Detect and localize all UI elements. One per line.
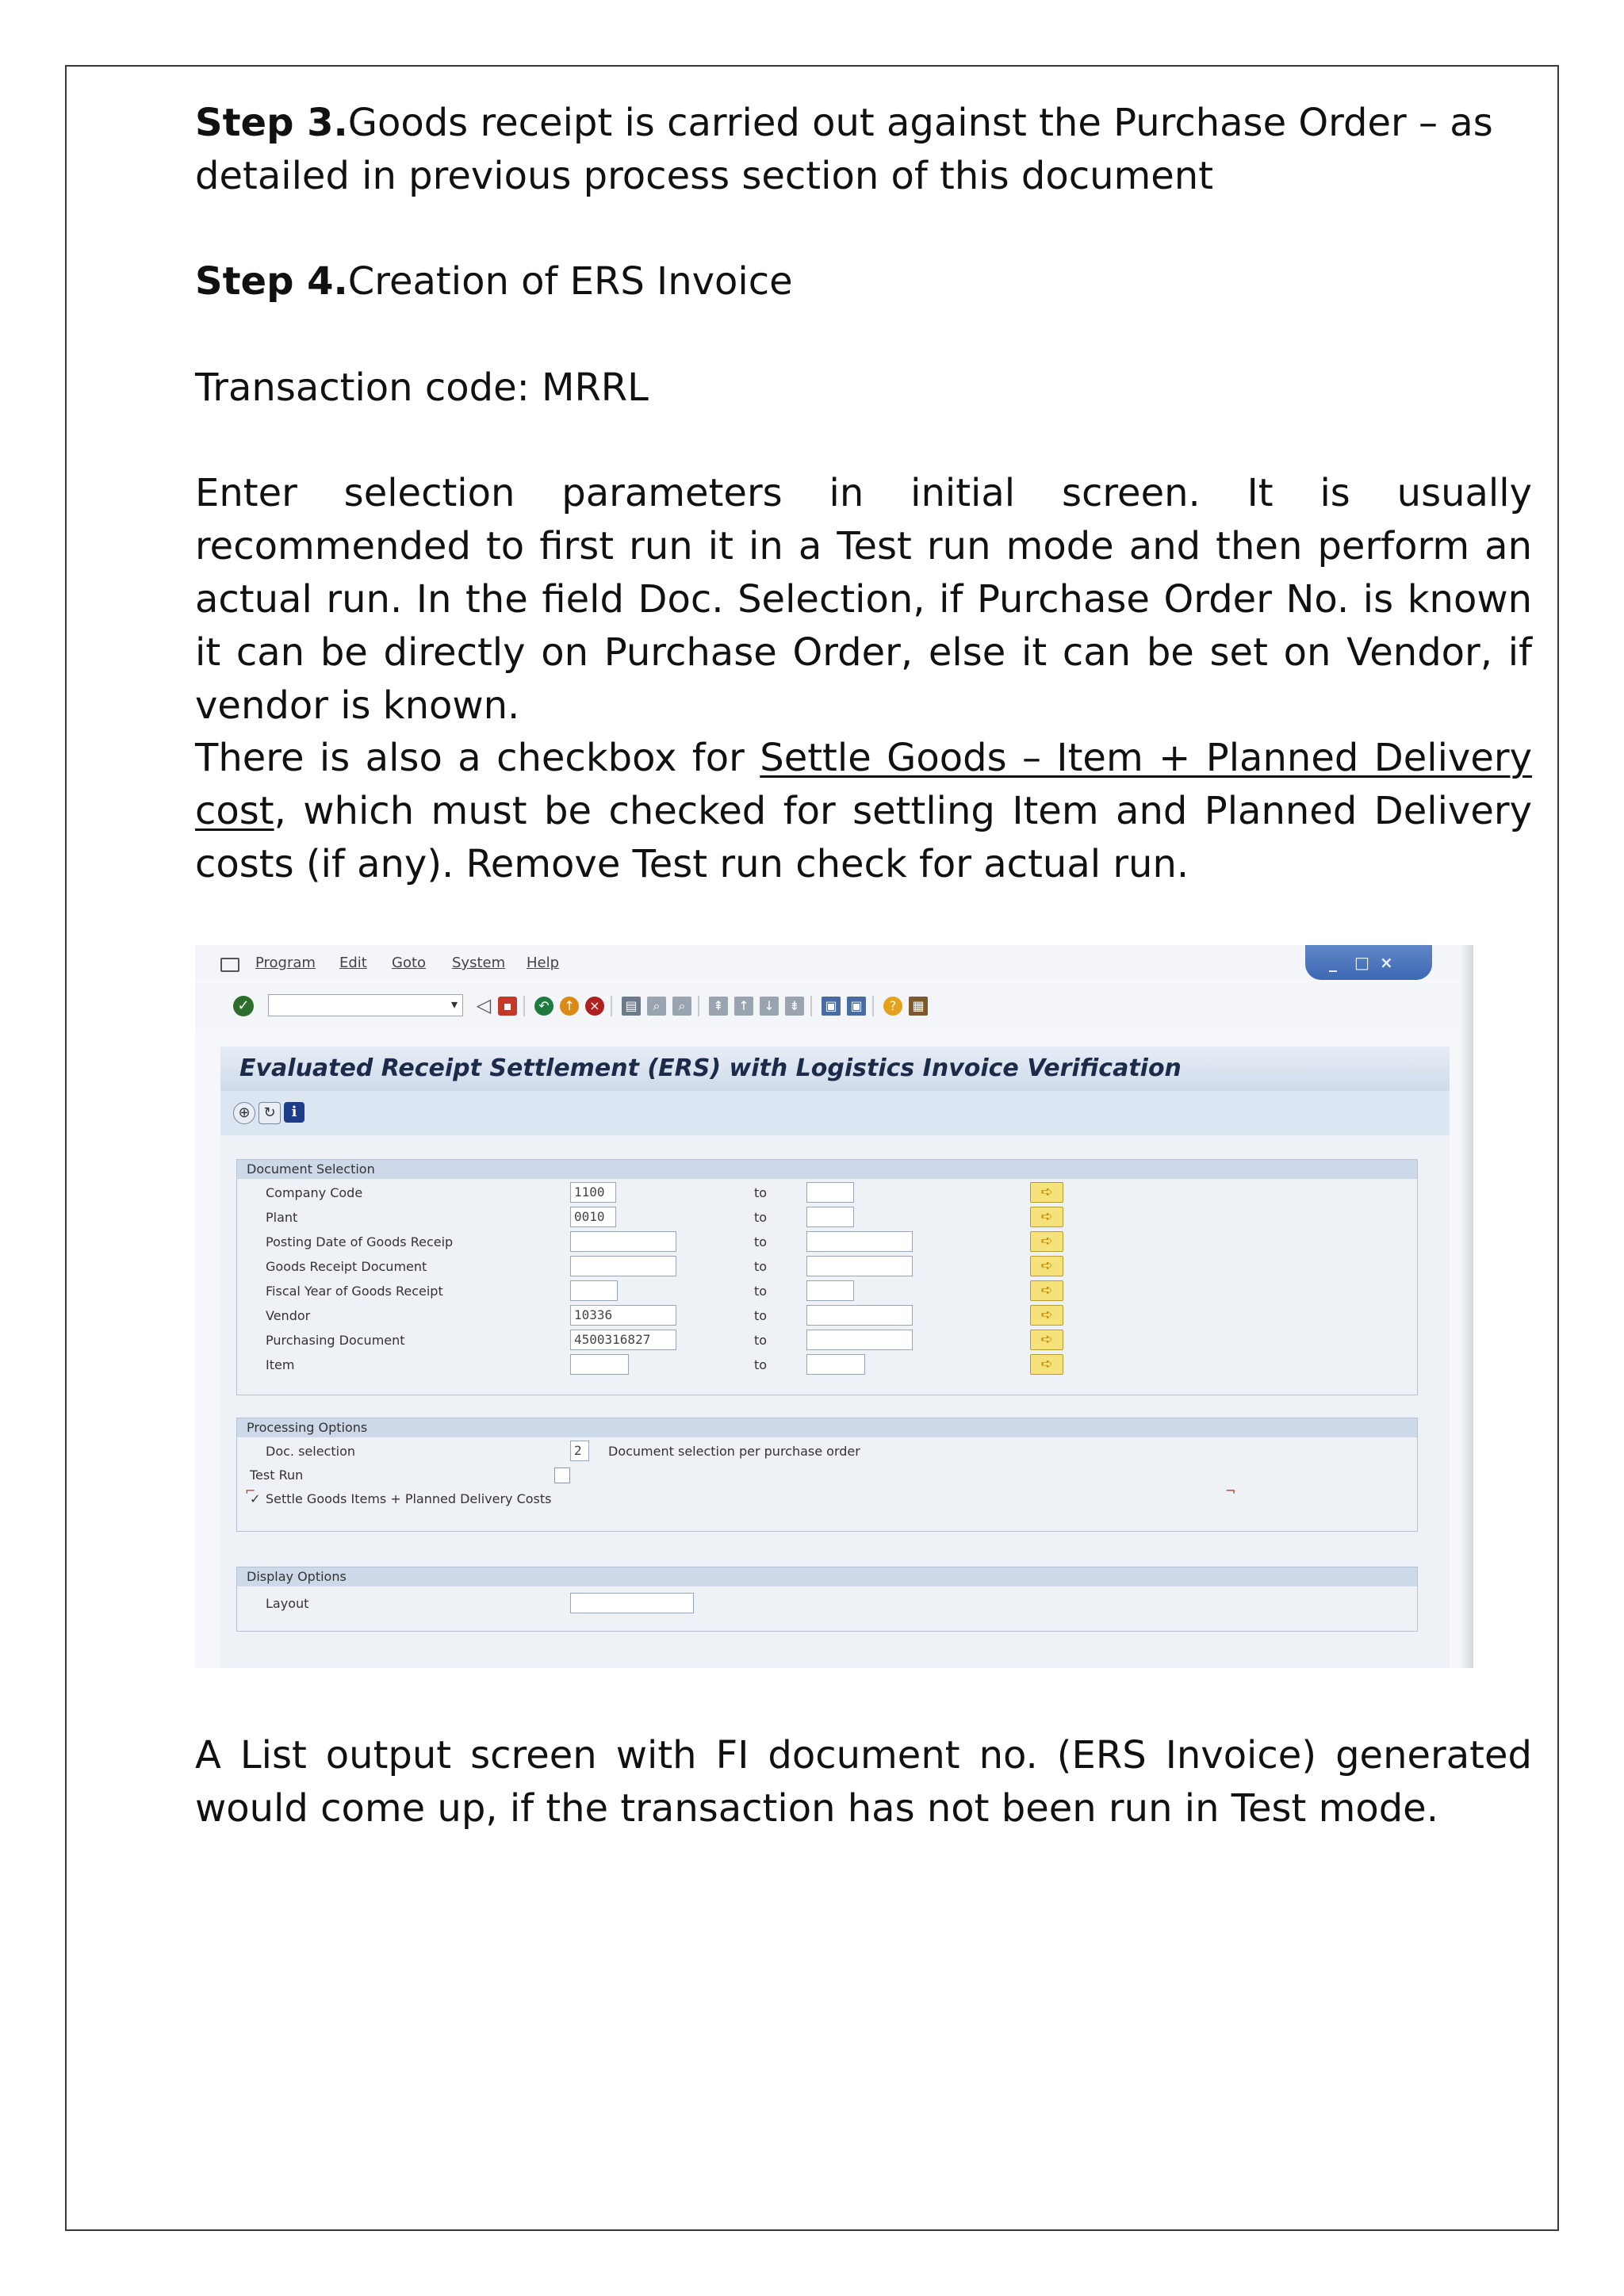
- step4-heading: [195, 255, 1532, 308]
- purchasing-document-to-input[interactable]: [806, 1330, 913, 1350]
- menu-goto[interactable]: Goto: [392, 955, 427, 971]
- test-run-checkbox[interactable]: [554, 1468, 570, 1483]
- menu-edit[interactable]: Edit: [339, 955, 367, 971]
- test-run-label: Test Run: [250, 1468, 304, 1483]
- plant-from-input[interactable]: 0010: [570, 1207, 616, 1227]
- step4-text: Creation of ERS Invoice: [347, 259, 793, 304]
- sap-toolbar: [195, 985, 1473, 1029]
- field-label: Fiscal Year of Goods Receipt: [266, 1284, 443, 1299]
- system-menu-icon[interactable]: [220, 958, 239, 972]
- screen-title: Evaluated Receipt Settlement (ERS) with Logistics Invoice Verification: [239, 1054, 1182, 1082]
- to-label: to: [754, 1210, 768, 1225]
- toolbar-separator: [611, 996, 612, 1016]
- fiscal-year-to-input[interactable]: [806, 1280, 854, 1301]
- field-label: Item: [266, 1357, 295, 1372]
- test-run-row: [237, 1463, 1417, 1487]
- last-page-icon[interactable]: ⇟: [785, 997, 804, 1016]
- save-icon[interactable]: ▪: [498, 997, 517, 1016]
- new-session-icon[interactable]: ▣: [822, 997, 841, 1016]
- cancel-icon[interactable]: ×: [585, 997, 604, 1016]
- to-label: to: [754, 1333, 768, 1348]
- print-icon[interactable]: ▤: [622, 997, 641, 1016]
- focus-bracket-right: ¬: [1225, 1483, 1236, 1498]
- field-label: Company Code: [266, 1185, 363, 1200]
- toolbar-separator: [872, 996, 874, 1016]
- sap-screenshot: [195, 945, 1473, 1668]
- minimize-icon[interactable]: _: [1329, 953, 1337, 972]
- focus-bracket-left: ⌐: [245, 1483, 256, 1498]
- doc-selection-label: Doc. selection: [266, 1444, 355, 1459]
- processing-options-group: [236, 1418, 1418, 1532]
- selection-row-plant: [237, 1205, 1417, 1229]
- checkbox-paragraph-start: There is also a checkbox for: [195, 736, 760, 780]
- multiple-selection-arrow-icon[interactable]: ➪: [1030, 1182, 1063, 1203]
- selection-screen: [220, 1135, 1450, 1668]
- fiscal-year-from-input[interactable]: [570, 1280, 618, 1301]
- settle-goods-checkmark-icon[interactable]: ✓: [250, 1491, 261, 1506]
- menu-help[interactable]: Help: [527, 955, 560, 971]
- group-title: Document Selection: [237, 1160, 1417, 1179]
- layout-label: Layout: [266, 1596, 309, 1611]
- find-icon[interactable]: ⌕: [647, 997, 666, 1016]
- to-label: to: [754, 1357, 768, 1372]
- toolbar-separator: [810, 996, 812, 1016]
- checkbox-paragraph: [195, 732, 1532, 891]
- window-controls: [1305, 945, 1432, 980]
- field-label: Purchasing Document: [266, 1333, 405, 1348]
- field-label: Plant: [266, 1210, 298, 1225]
- field-label: Vendor: [266, 1308, 311, 1323]
- transaction-code: Transaction code: MRRL: [195, 365, 649, 410]
- toolbar-separator: [698, 996, 699, 1016]
- doc-selection-row: [237, 1439, 1417, 1463]
- selection-row-vendor: [237, 1303, 1417, 1327]
- first-page-icon[interactable]: ⇞: [709, 997, 728, 1016]
- selection-row-posting-date: [237, 1230, 1417, 1253]
- screenshot-edge-shadow: [1459, 945, 1473, 1668]
- display-options-group: [236, 1567, 1418, 1632]
- exit-icon[interactable]: ↑: [560, 997, 579, 1016]
- multiple-selection-arrow-icon[interactable]: ➪: [1030, 1231, 1063, 1252]
- document-selection-group: [236, 1159, 1418, 1395]
- menu-system[interactable]: System: [452, 955, 506, 971]
- doc-selection-input[interactable]: 2: [570, 1441, 589, 1461]
- to-label: to: [754, 1308, 768, 1323]
- find-next-icon[interactable]: ⌕: [672, 997, 691, 1016]
- step3-label: Step 3.: [195, 101, 348, 145]
- previous-page-icon[interactable]: ↑: [734, 997, 753, 1016]
- group-title: Processing Options: [237, 1418, 1417, 1437]
- field-label: Goods Receipt Document: [266, 1259, 427, 1274]
- item-from-input[interactable]: [570, 1354, 629, 1375]
- company-code-from-input[interactable]: 1100: [570, 1182, 616, 1203]
- selection-row-gr-document: [237, 1254, 1417, 1278]
- chevron-down-icon[interactable]: ▾: [450, 997, 458, 1012]
- back-arrow-icon[interactable]: ◁: [476, 994, 492, 1016]
- posting-date-from-input[interactable]: [570, 1231, 676, 1252]
- multiple-selection-arrow-icon[interactable]: ➪: [1030, 1280, 1063, 1301]
- step3-text-line1: Goods receipt is carried out against the Purchase Order – as: [347, 101, 1493, 145]
- sap-menu-bar: [195, 945, 1473, 980]
- execute-icon[interactable]: ⊕: [233, 1102, 255, 1124]
- selection-row-fiscal-year: [237, 1279, 1417, 1303]
- enter-check-icon[interactable]: ✓: [233, 996, 254, 1016]
- info-icon[interactable]: i: [284, 1102, 304, 1123]
- selection-paragraph: Enter selection parameters in initial screen. It is usually recommended to first run it in a Test run mode and then perform an actual run. In the field Doc. Selection, if Purchase Order No. is known it can be directly on Purchase Order, else it can be set on Vendor, if vendor is known.: [195, 471, 1532, 728]
- purchasing-document-from-input[interactable]: 4500316827: [570, 1330, 676, 1350]
- layout-row: [237, 1591, 1417, 1615]
- customize-layout-icon[interactable]: ▦: [909, 997, 928, 1016]
- to-label: to: [754, 1259, 768, 1274]
- to-label: to: [754, 1234, 768, 1249]
- doc-selection-description: Document selection per purchase order: [608, 1444, 860, 1459]
- field-label: Posting Date of Goods Receip: [266, 1234, 454, 1249]
- plant-to-input[interactable]: [806, 1207, 854, 1227]
- menu-program[interactable]: Program: [255, 955, 316, 971]
- shortcut-icon[interactable]: ▣: [847, 997, 866, 1016]
- get-variant-icon[interactable]: ↻: [259, 1102, 281, 1124]
- layout-input[interactable]: [570, 1593, 694, 1613]
- step3-text-line2: detailed in previous process section of this document: [195, 154, 1214, 198]
- multiple-selection-arrow-icon[interactable]: ➪: [1030, 1354, 1063, 1375]
- group-title: Display Options: [237, 1567, 1417, 1586]
- gr-document-to-input[interactable]: [806, 1256, 913, 1276]
- vendor-from-input[interactable]: 10336: [570, 1305, 676, 1326]
- command-field[interactable]: [268, 994, 463, 1016]
- to-label: to: [754, 1185, 768, 1200]
- selection-row-item: [237, 1353, 1417, 1376]
- settle-goods-label: Settle Goods Items + Planned Delivery Costs: [266, 1491, 552, 1506]
- company-code-to-input[interactable]: [806, 1182, 854, 1203]
- settle-goods-row: [237, 1483, 1417, 1510]
- close-icon[interactable]: ×: [1380, 953, 1393, 972]
- gr-document-from-input[interactable]: [570, 1256, 676, 1276]
- multiple-selection-arrow-icon[interactable]: ➪: [1030, 1256, 1063, 1276]
- step4-label: Step 4.: [195, 259, 348, 304]
- multiple-selection-arrow-icon[interactable]: ➪: [1030, 1330, 1063, 1350]
- multiple-selection-arrow-icon[interactable]: ➪: [1030, 1305, 1063, 1326]
- item-to-input[interactable]: [806, 1354, 865, 1375]
- selection-row-company-code: [237, 1181, 1417, 1204]
- multiple-selection-arrow-icon[interactable]: ➪: [1030, 1207, 1063, 1227]
- to-label: to: [754, 1284, 768, 1299]
- vendor-to-input[interactable]: [806, 1305, 913, 1326]
- selection-row-purchasing-document: [237, 1328, 1417, 1352]
- screen-title-bar: [220, 1047, 1450, 1092]
- settle-goods-underlined: Settle Goods – Item + Planned Delivery cost: [195, 736, 1532, 833]
- step3-paragraph: [195, 97, 1532, 203]
- application-toolbar: [220, 1091, 1450, 1135]
- back-icon[interactable]: ↶: [534, 997, 553, 1016]
- maximize-icon[interactable]: □: [1354, 953, 1369, 972]
- next-page-icon[interactable]: ↓: [760, 997, 779, 1016]
- posting-date-to-input[interactable]: [806, 1231, 913, 1252]
- list-output-paragraph: A List output screen with FI document no. (ERS Invoice) generated would come up, if the transaction has not been run in Test mode.: [195, 1733, 1532, 1831]
- toolbar-separator: [523, 996, 525, 1016]
- help-icon[interactable]: ?: [883, 997, 902, 1016]
- checkbox-paragraph-end: , which must be checked for settling Item and Planned Delivery costs (if any). Remove Test run check for actual run.: [195, 789, 1532, 886]
